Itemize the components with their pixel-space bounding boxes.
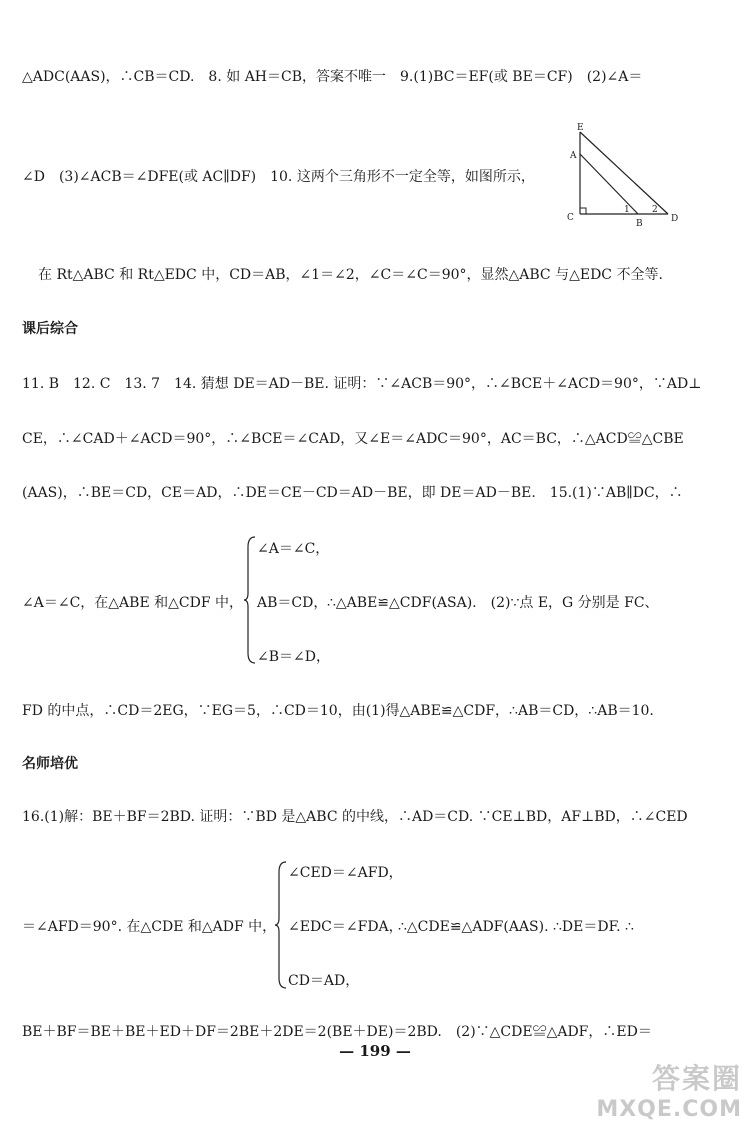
left-brace-1 [243,535,257,665]
left-brace-2 [274,860,288,990]
brace1-item-1: ∠A＝∠C， [257,541,330,557]
brace1-item-2: AB＝CD， [257,595,328,611]
page-number: — 199 — [339,1042,411,1060]
text-line-7-start: ∠A＝∠C，在△ABE 和△CDF 中， [22,595,243,611]
text-line-5: CE，∴∠CAD＋∠ACD＝90°，∴∠BCE＝∠CAD，又∠E＝∠ADC＝90°，AC＝BC，∴△ACD≌△CBE [22,431,684,447]
label-D: D [671,214,679,224]
watermark [596,1057,742,1122]
text-line-6: (AAS)，∴BE＝CD，CE＝AD，∴DE＝CE－CD＝AD－BE，即 DE＝AD－BE. 15.(1)∵AB∥DC，∴ [22,485,683,501]
brace2-item-2: ∠EDC＝∠FDA， [288,919,403,935]
text-line-10-start: ＝∠AFD＝90°. 在△CDE 和△ADF 中， [22,919,277,935]
section-heading-after-class: 课后综合 [22,321,78,337]
text-line-3: 在 Rt△ABC 和 Rt△EDC 中，CD＝AB，∠1＝∠2，∠C＝∠C＝90°，显然△ABC 与△EDC 不全等. [38,267,663,283]
text-line-1: △ADC(AAS)，∴CB＝CD. 8. 如 AH＝CB，答案不唯一 9.(1)BC＝EF(或 BE＝CF) (2)∠A＝ [22,69,643,85]
text-line-9: 16.(1)解：BE＋BF＝2BD. 证明：∵BD 是△ABC 的中线，∴AD＝CD. ∵CE⊥BD，AF⊥BD，∴∠CED [22,809,688,825]
label-B: B [636,219,643,229]
brace1-item-3: ∠B＝∠D， [257,649,330,665]
label-E: E [577,123,584,133]
text-line-11: BE＋BF＝BE＋BE＋ED＋DF＝2BE＋2DE＝2(BE＋DE)＝2BD. (2)∵△CDE≌△ADF，∴ED＝ [22,1024,652,1040]
text-line-10-end: ∴△CDE≌△ADF(AAS). ∴DE＝DF. ∴ [398,919,634,935]
watermark-logo: 答案圈 [651,1062,742,1095]
brace2-item-1: ∠CED＝∠AFD， [288,865,403,881]
text-line-2: ∠D (3)∠ACB＝∠DFE(或 AC∥DF) 10. 这两个三角形不一定全等，如图所示， [22,169,535,185]
label-A: A [570,151,577,161]
label-C: C [567,213,574,223]
text-line-8: FD 的中点，∴CD＝2EG，∵EG＝5，∴CD＝10，由(1)得△ABE≌△CDF，∴AB＝CD，∴AB＝10. [22,703,654,719]
brace2-item-3: CD＝AD， [288,973,360,989]
triangle-figure [560,120,690,230]
text-line-4: 11. B 12. C 13. 7 14. 猜想 DE＝AD－BE. 证明：∵∠ACB＝90°，∴∠BCE＋∠ACD＝90°，∵AD⊥ [22,376,702,392]
section-heading-teacher: 名师培优 [22,756,78,772]
label-angle-1: 1 [624,205,630,215]
text-line-7-end: ∴△ABE≌△CDF(ASA). (2)∵点 E，G 分别是 FC、 [327,595,659,611]
label-angle-2: 2 [652,205,658,215]
watermark-url: MXQE.COM [596,1097,742,1122]
